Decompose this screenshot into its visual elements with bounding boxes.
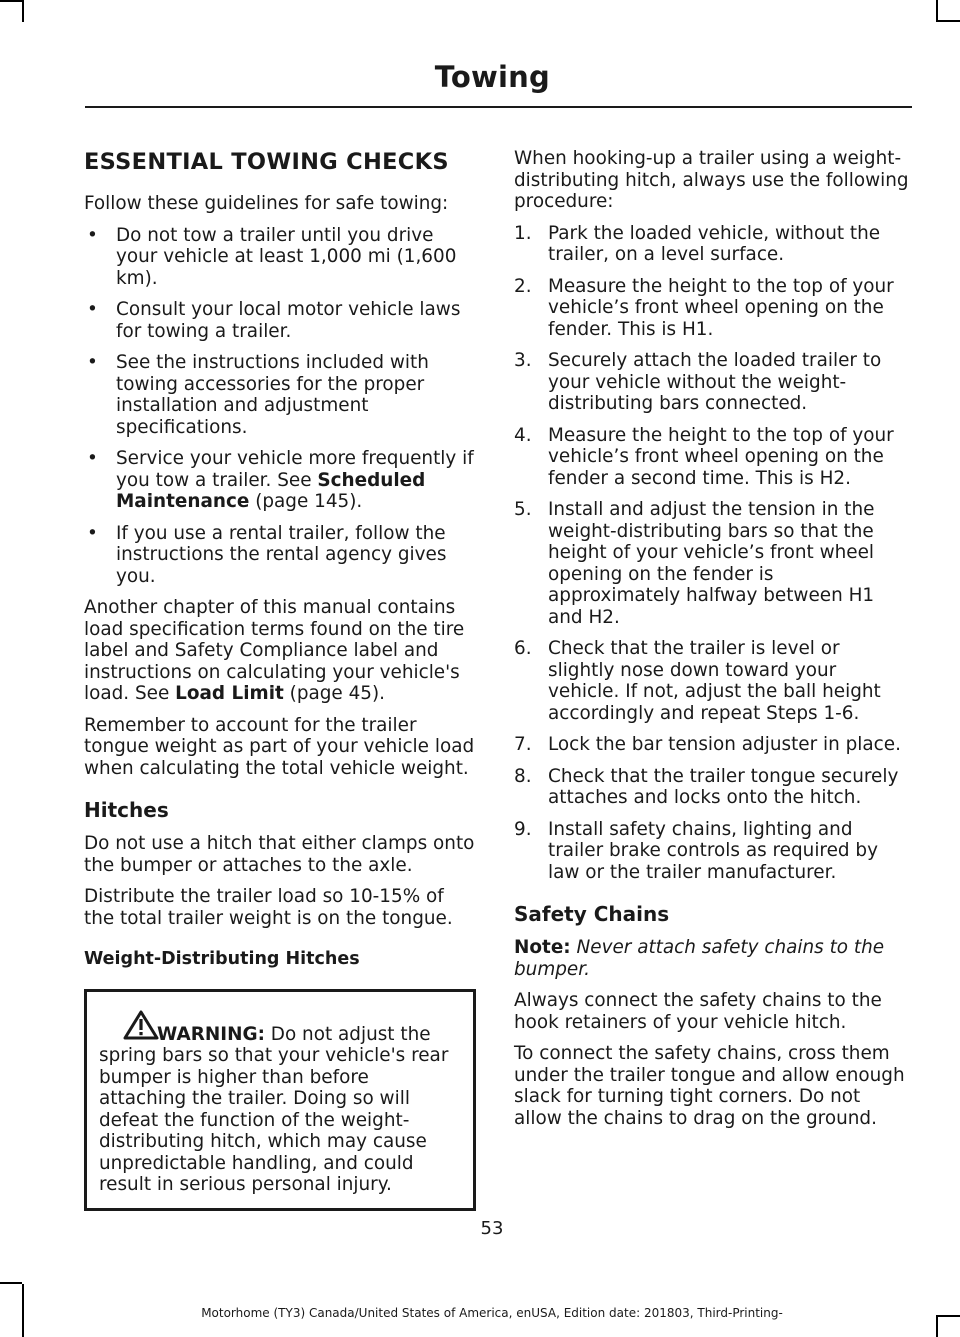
list-item: 5. Install and adjust the tension in the weight-distributing bars so that the height of your vehicle’s front wheel opening on the fender is approximately halfway between H1 and H2. (514, 499, 875, 628)
cross-reference-link[interactable]: Scheduled Maintenance (116, 469, 426, 512)
list-item: • Service your vehicle more frequently if you tow a trailer. See Scheduled Maintenance (page 145). (87, 448, 474, 512)
paragraph: Remember to account for the trailer tongue weight as part of your vehicle load when calculating the total vehicle weight. (84, 714, 475, 779)
list-item: • Consult your local motor vehicle laws for towing a trailer. (87, 299, 461, 342)
list-item: 4. Measure the height to the top of your vehicle’s front wheel opening on the fender a second time. This is H2. (514, 424, 894, 489)
bullet-mark: • (87, 299, 98, 320)
warning-box (84, 989, 476, 1211)
note-label: Note: (514, 937, 571, 958)
guidelines-list (84, 225, 476, 588)
list-item: 6. Check that the trailer is level or slightly nose down toward your vehicle. If not, adjust the ball height accordingly and repeat Steps 1-6. (514, 638, 881, 724)
page-title: Towing (434, 60, 550, 94)
crop-mark (0, 1282, 22, 1284)
note (514, 937, 910, 980)
list-item: • Do not tow a trailer until you drive your vehicle at least 1,000 mi (1,600 km). (87, 224, 457, 289)
page-number: 53 (480, 1218, 504, 1239)
bullet-mark: • (87, 522, 98, 544)
list-item: 7. Lock the bar tension adjuster in place. (514, 734, 901, 755)
subsection-heading: Weight-Distributing Hitches (84, 949, 360, 969)
bullet-mark: • (87, 352, 98, 373)
paragraph: Another chapter of this manual contains load specification terms found on the tire label and Safety Compliance label and instructions on calculating your vehicle's load. See Load Limit (page 45). (84, 597, 465, 704)
crop-mark (0, 0, 22, 2)
paragraph: To connect the safety chains, cross them under the trailer tongue and allow enough slack for turning tight corners. Do not allow the chains to drag on the ground. (514, 1043, 905, 1129)
warning-text: Do not adjust the spring bars so that your vehicle's rear bumper is higher than before attaching the trailer. Doing so will defeat the function of the weight-distributing hitch, which may cause unpredictable handling, and could result in serious personal injury. (99, 1023, 449, 1195)
footer-text: Motorhome (TY3) Canada/United States of America, enUSA, Edition date: 201803, Third-Printing- (201, 1306, 783, 1320)
list-item: • If you use a rental trailer, follow the instructions the rental agency gives you. (87, 522, 447, 587)
right-column (514, 148, 910, 1139)
paragraph: Distribute the trailer load so 10-15% of the total trailer weight is on the tongue. (84, 886, 453, 929)
crop-mark (938, 20, 960, 22)
note-text: Never attach safety chains to the bumper. (514, 937, 885, 980)
section-heading: ESSENTIAL TOWING CHECKS (84, 149, 449, 175)
list-item: • See the instructions included with towing accessories for the proper installation and adjustment specifications. (87, 352, 429, 438)
procedure-steps (514, 223, 910, 884)
crop-mark (936, 0, 938, 22)
paragraph: Do not use a hitch that either clamps onto the bumper or attaches to the axle. (84, 833, 475, 876)
list-item: 3. Securely attach the loaded trailer to your vehicle without the weight-distributing bars connected. (514, 350, 882, 414)
header-divider (85, 106, 912, 108)
warning-label: WARNING: (157, 1023, 265, 1045)
bullet-mark: • (87, 448, 98, 469)
intro-text: Follow these guidelines for safe towing: (84, 193, 449, 214)
list-item: 2. Measure the height to the top of your vehicle’s front wheel opening on the fender. This is H1. (514, 275, 894, 340)
bullet-mark: • (87, 224, 98, 246)
crop-mark (22, 0, 24, 22)
left-column (84, 148, 476, 1211)
paragraph: Always connect the safety chains to the hook retainers of your vehicle hitch. (514, 990, 882, 1033)
intro-text: When hooking-up a trailer using a weight-distributing hitch, always use the following procedure: (514, 148, 909, 212)
subsection-heading: Hitches (84, 798, 169, 822)
cross-reference-link[interactable]: Load Limit (175, 683, 284, 704)
list-item: 1. Park the loaded vehicle, without the trailer, on a level surface. (514, 222, 881, 265)
subsection-heading: Safety Chains (514, 902, 670, 926)
list-item: 8. Check that the trailer tongue securely attaches and locks onto the hitch. (514, 765, 899, 808)
list-item: 9. Install safety chains, lighting and trailer brake controls as required by law or the trailer manufacturer. (514, 818, 878, 883)
